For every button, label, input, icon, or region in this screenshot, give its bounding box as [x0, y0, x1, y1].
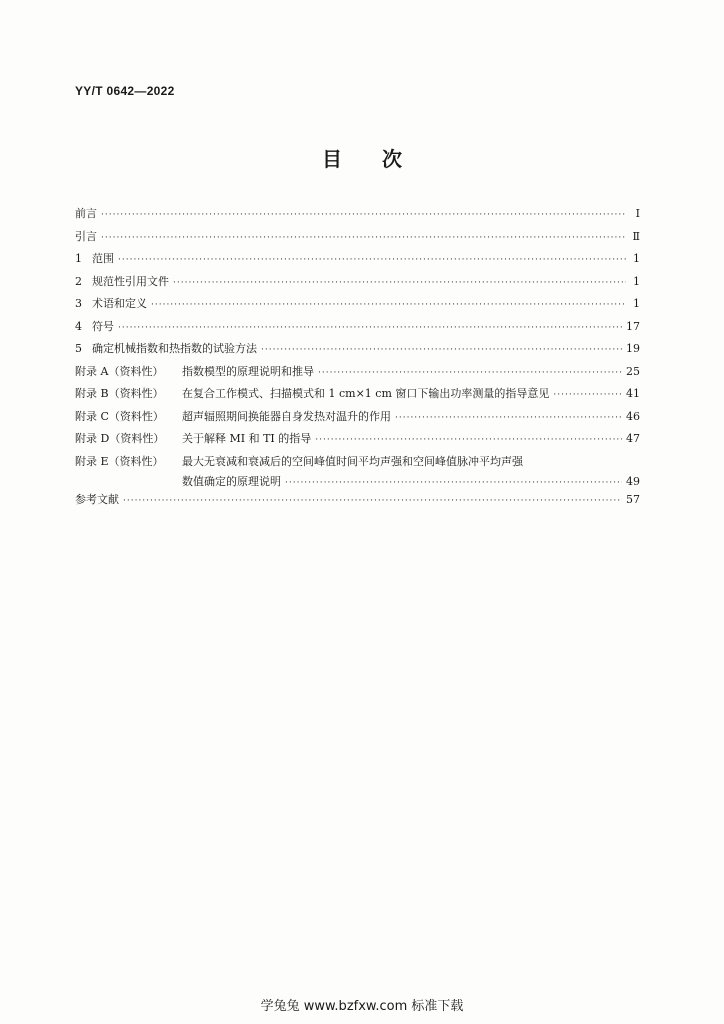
leader-dots [101, 210, 626, 220]
page-title: 目 次 [322, 147, 402, 171]
leader-dots [123, 496, 622, 506]
leader-dots [285, 478, 622, 488]
toc-entry-scope[interactable]: 1 范围 ····· 1 [75, 250, 640, 273]
leader-dots [173, 278, 626, 288]
toc-entry-annex-d[interactable]: 附录 D（资料性） 关于解释 MI 和 TI 的指导 ····· 47 [75, 430, 640, 453]
standard-code: YY/T 0642—2022 [75, 84, 175, 98]
toc-entry-annex-e-continued[interactable]: 数值确定的原理说明 ····· 49 [75, 473, 640, 491]
toc-entry-annex-e[interactable]: 附录 E（资料性） 最大无衰减和衰减后的空间峰值时间平均声强和空间峰值脉冲平均声强 [75, 454, 523, 468]
toc-entry-normative-references[interactable]: 2 规范性引用文件 ····· 1 [75, 273, 640, 296]
leader-dots [315, 435, 622, 445]
toc-entry-annex-a[interactable]: 附录 A（资料性） 指数模型的原理说明和推导 ····· 25 [75, 363, 640, 386]
toc-entry-introduction[interactable]: 引言 ····· Ⅱ [75, 228, 640, 251]
leader-dots [395, 413, 622, 423]
leader-dots [118, 323, 622, 333]
toc-entry-annex-c[interactable]: 附录 C（资料性） 超声辐照期间换能器自身发热对温升的作用 ····· 46 [75, 408, 640, 431]
leader-dots [151, 300, 626, 310]
toc-entry-foreword[interactable]: 前言 ····· Ⅰ [75, 205, 640, 228]
leader-dots [118, 255, 626, 265]
toc-entry-annex-b[interactable]: 附录 B（资料性） 在复合工作模式、扫描模式和 1 cm×1 cm 窗口下输出功率测量的指导意见 ····· 41 [75, 385, 640, 408]
toc-entry-bibliography[interactable]: 参考文献 ····· 57 [75, 491, 640, 514]
leader-dots [318, 368, 622, 378]
table-of-contents [75, 205, 640, 513]
leader-dots [261, 345, 622, 355]
footer-watermark-text: 学兔兔 www.bzfxw.com 标准下载 [260, 999, 464, 1014]
toc-entry-symbols[interactable]: 4 符号 ····· 17 [75, 318, 640, 341]
leader-dots [553, 390, 622, 400]
toc-entry-test-methods[interactable]: 5 确定机械指数和热指数的试验方法 ····· 19 [75, 340, 640, 363]
leader-dots [101, 233, 626, 243]
toc-entry-terms-definitions[interactable]: 3 术语和定义 ····· 1 [75, 295, 640, 318]
